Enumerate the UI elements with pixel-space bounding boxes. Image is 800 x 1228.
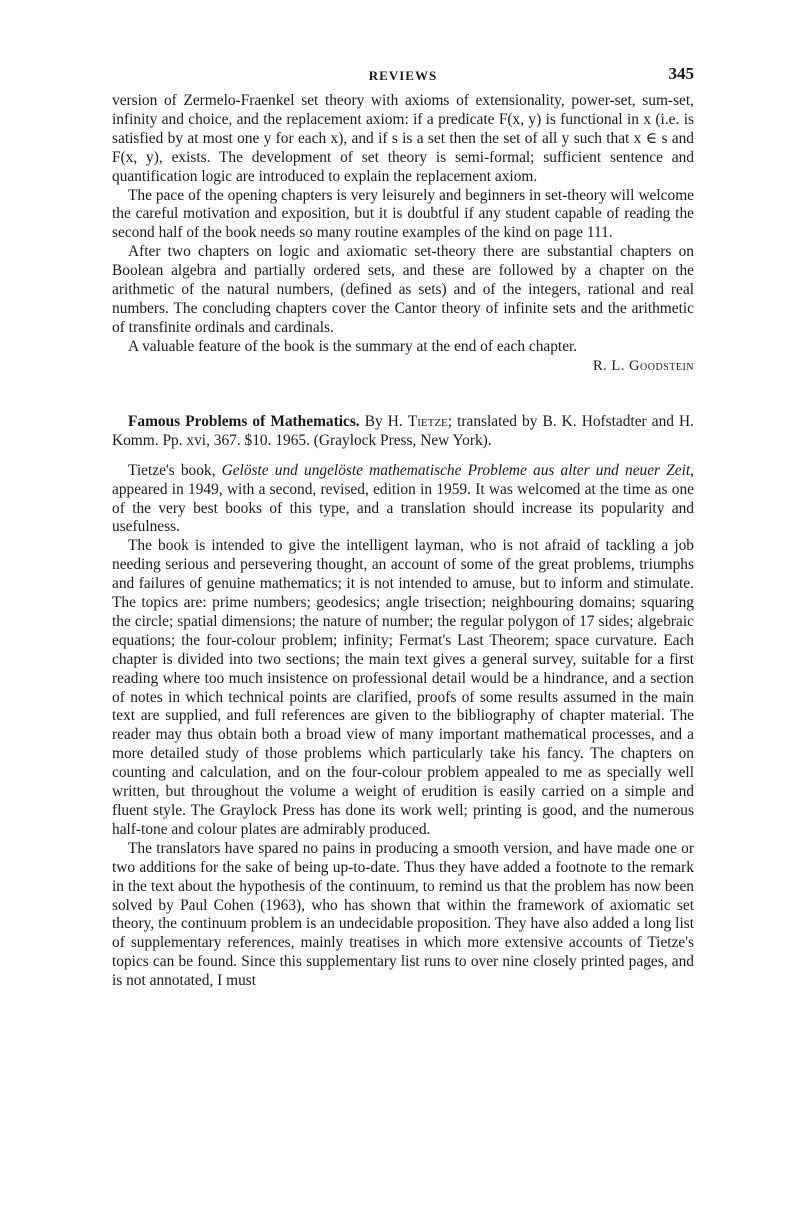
review-heading <box>112 412 694 450</box>
paragraph <box>112 462 694 538</box>
review-continuation <box>112 92 694 376</box>
p1-end: , appeared in 1949, with a second, revised, edition in 1959. It was welcomed at the time as one of the very best books of this type, and a translation should increase its popularity and usefulness. <box>112 461 694 536</box>
paragraph: After two chapters on logic and axiomatic set-theory there are substantial chapters on Boolean algebra and partially ordered sets, and these are followed by a chapter on the arithmetic of the natural numbers, (defined as sets) and of the integers, rational and real numbers. The concluding chapters cover the Cantor theory of infinite sets and the arithmetic of transfinite ordinals and cardinals. <box>112 243 694 336</box>
review-body <box>112 462 694 991</box>
page-number: 345 <box>668 64 694 83</box>
signature-initials: R. L. <box>593 357 630 374</box>
reviewer-signature <box>112 357 694 376</box>
paragraph: The translators have spared no pains in producing a smooth version, and have made one or two additions for the sake of being up-to-date. Thus they have added a footnote to the remark in the text about the hypothesis of the continuum, to remind us that the problem has now been solved by Paul Cohen (1963), who has shown that within the framework of axiomatic set theory, the continuum problem is an undecidable proposition. They have also added a long list of supplementary references, mainly treatises in which more extensive accounts of Tietze's topics can be found. Since this supplementary list runs to over nine closely printed pages, and is not annotated, I must <box>112 839 694 990</box>
running-head: REVIEWS <box>368 68 438 83</box>
book-details: ; translated by B. K. Hofstadter and H. Komm. Pp. xvi, 367. $10. 1965. (Graylock Press, New York). <box>112 412 694 449</box>
paragraph: The pace of the opening chapters is very leisurely and beginners in set-theory will welcome the careful motivation and exposition, but it is doubtful if any student capable of reading the second half of the book needs so many routine examples of the kind on page 111. <box>112 186 694 242</box>
paragraph: version of Zermelo-Fraenkel set theory with axioms of extensionality, power-set, sum-set, infinity and choice, and the replacement axiom: if a predicate F(x, y) is functional in x (i.e. is satisfied by at most one y for each x), and if s is a set then the set of all y such that x ∈ s and F(x, y), exists. The development of set theory is semi-formal; sufficient sentence and quantification logic are introduced to explain the replacement axiom. <box>112 92 694 185</box>
by-text: By H. <box>359 412 408 430</box>
book-title: Famous Problems of Mathematics. <box>128 412 360 430</box>
paragraph: A valuable feature of the book is the summary at the end of each chapter. <box>128 337 578 355</box>
book-author: Tietze <box>407 412 448 430</box>
original-title: Gelöste und ungelöste mathematische Probleme aus alter und neuer Zeit <box>221 461 691 479</box>
page-header <box>112 62 694 92</box>
p1-start: Tietze's book, <box>128 461 222 479</box>
paragraph: The book is intended to give the intelligent layman, who is not afraid of tackling a job needing serious and persevering thought, an account of some of the great problems, triumphs and failures of genuine mathematics; it is not intended to amuse, but to inform and stimulate. The topics are: prime numbers; geodesics; angle trisection; neighbouring domains; squaring the circle; spatial dimensions; the nature of number; the regular polygon of 17 sides; algebraic equations; the four-colour problem; infinity; Fermat's Last Theorem; space curvature. Each chapter is divided into two sections; the main text gives a general survey, suitable for a first reading where too much insistence on professional detail would be a hindrance, and a section of notes in which technical points are clarified, proofs of some results assumed in the main text are supplied, and full references are given to the bibliography of chapter material. The reader may thus obtain both a broad view of many important mathematical processes, and a more detailed study of those problems which particularly take his fancy. The chapters on counting and calculation, and on the four-colour problem appealed to me as specially well written, but throughout the volume a weight of erudition is easily carried on a simple and fluent style. The Graylock Press has done its work well; printing is good, and the numerous half-tone and colour plates are admirably produced. <box>112 537 694 838</box>
signature-name: Goodstein <box>629 357 694 374</box>
page <box>112 62 694 991</box>
